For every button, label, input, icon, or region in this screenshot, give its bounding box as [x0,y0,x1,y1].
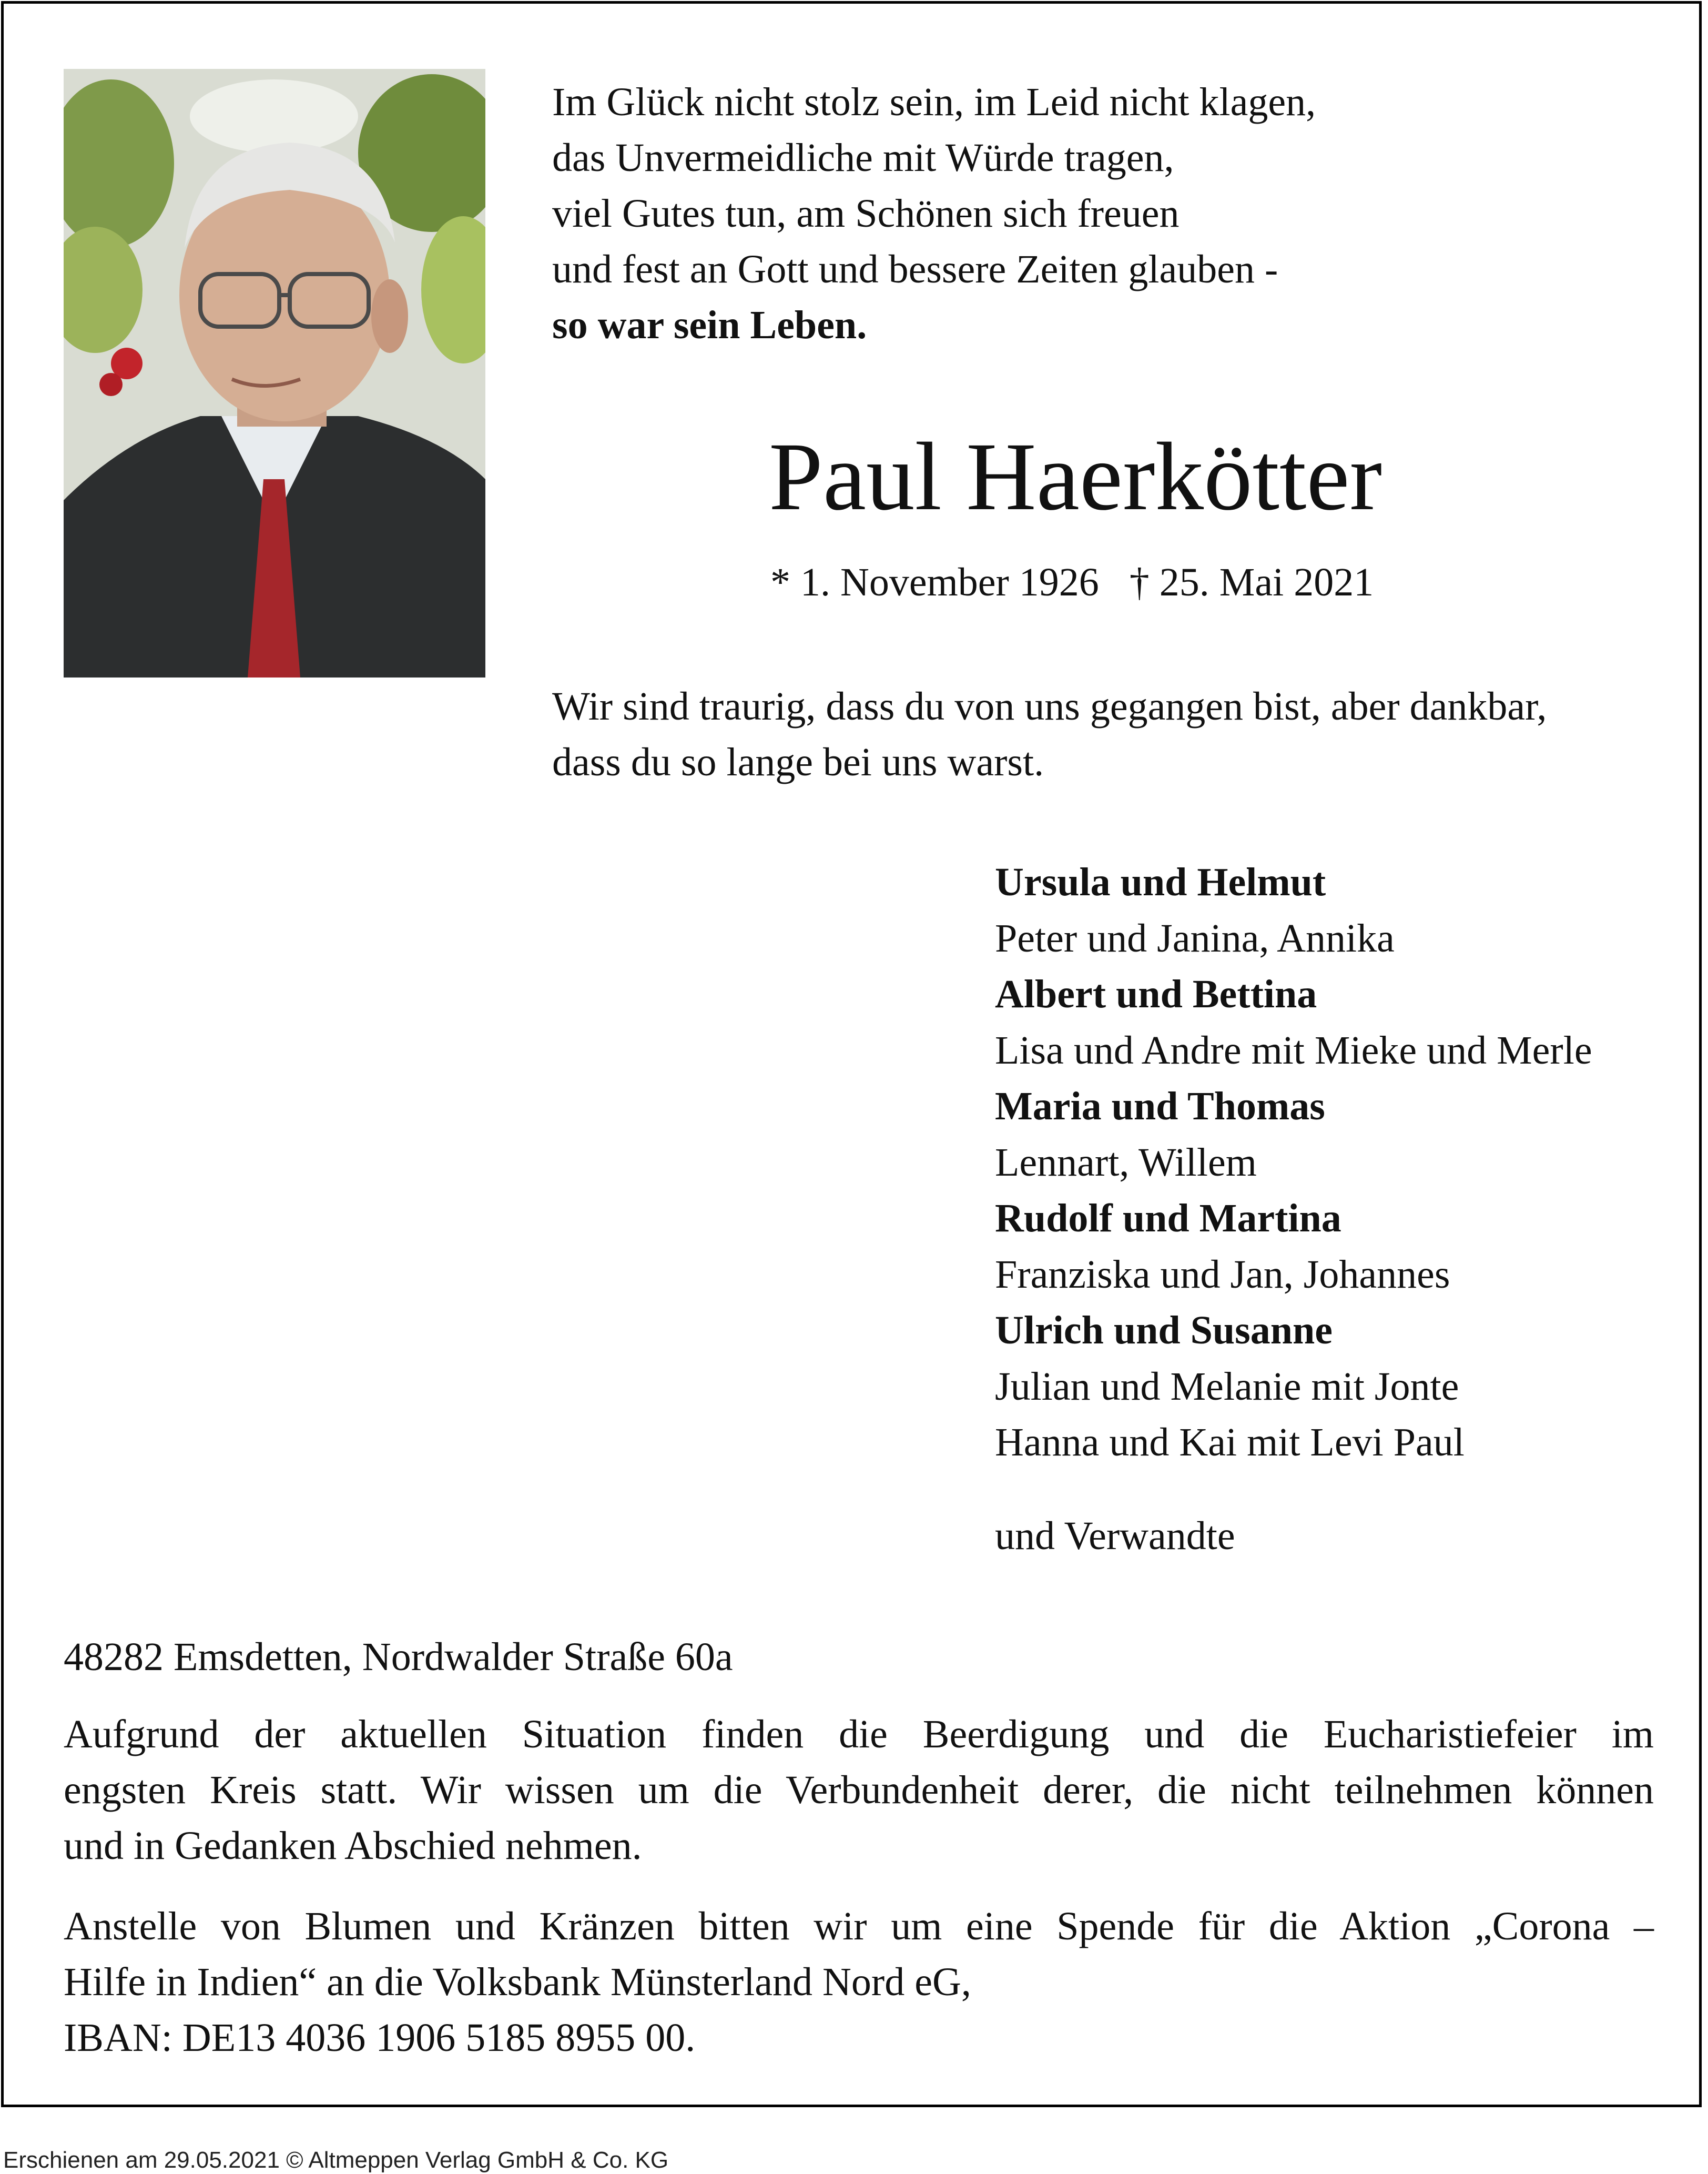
family-children: Hanna und Kai mit Levi Paul [995,1420,1465,1464]
family-children: Lisa und Andre mit Mieke und Merle [995,1028,1592,1073]
donation-notice [64,1898,1654,2066]
family-couple: Maria und Thomas [995,1084,1325,1128]
notice-line: Aufgrund der aktuellen Situation finden die Beerdigung und die Eucharistiefeier im [64,1712,1654,1756]
family-list [995,854,1592,1471]
deceased-name: Paul Haerkötter [769,423,1382,531]
family-couple: Albert und Bettina [995,972,1317,1016]
funeral-notice [64,1706,1654,1874]
relatives-line: und Verwandte [995,1514,1235,1558]
life-dates [770,556,1374,609]
poem-closing-line: so war sein Leben. [552,303,867,347]
donation-line: Hilfe in Indien“ an die Volksbank Münsterland Nord eG, [64,1960,971,2004]
publication-footer: Erschienen am 29.05.2021 © Altmeppen Verlag GmbH & Co. KG [3,2147,669,2173]
family-children: Lennart, Willem [995,1140,1257,1185]
donation-line: Anstelle von Blumen und Kränzen bitten wir um eine Spende für die Aktion „Corona – [64,1904,1654,1948]
notice-line: engsten Kreis statt. Wir wissen um die Verbundenheit derer, die nicht teilnehmen können [64,1768,1654,1812]
grief-line: dass du so lange bei uns warst. [552,740,1044,784]
mourning-address: 48282 Emsdetten, Nordwalder Straße 60a [64,1635,733,1679]
family-couple: Ursula und Helmut [995,860,1326,904]
family-children: Franziska und Jan, Johannes [995,1252,1450,1297]
family-couple: Rudolf und Martina [995,1196,1341,1240]
family-children: Julian und Melanie mit Jonte [995,1364,1459,1409]
death-date: † 25. Mai 2021 [1129,560,1374,604]
poem-line: Im Glück nicht stolz sein, im Leid nicht klagen, [552,80,1316,124]
birth-date: * 1. November 1926 [770,560,1099,604]
grief-line: Wir sind traurig, dass du von uns gegangen bist, aber dankbar, [552,684,1547,729]
poem-line: und fest an Gott und bessere Zeiten glauben - [552,247,1278,291]
poem-line: das Unvermeidliche mit Würde tragen, [552,136,1174,180]
family-couple: Ulrich und Susanne [995,1308,1333,1352]
iban-line: IBAN: DE13 4036 1906 5185 8955 00. [64,2016,696,2060]
poem-line: viel Gutes tun, am Schönen sich freuen [552,191,1180,236]
portrait-photo [64,69,485,678]
notice-line: und in Gedanken Abschied nehmen. [64,1824,642,1868]
portrait-photo-icon [64,69,485,678]
family-children: Peter und Janina, Annika [995,916,1395,960]
obituary-frame [1,1,1702,2107]
